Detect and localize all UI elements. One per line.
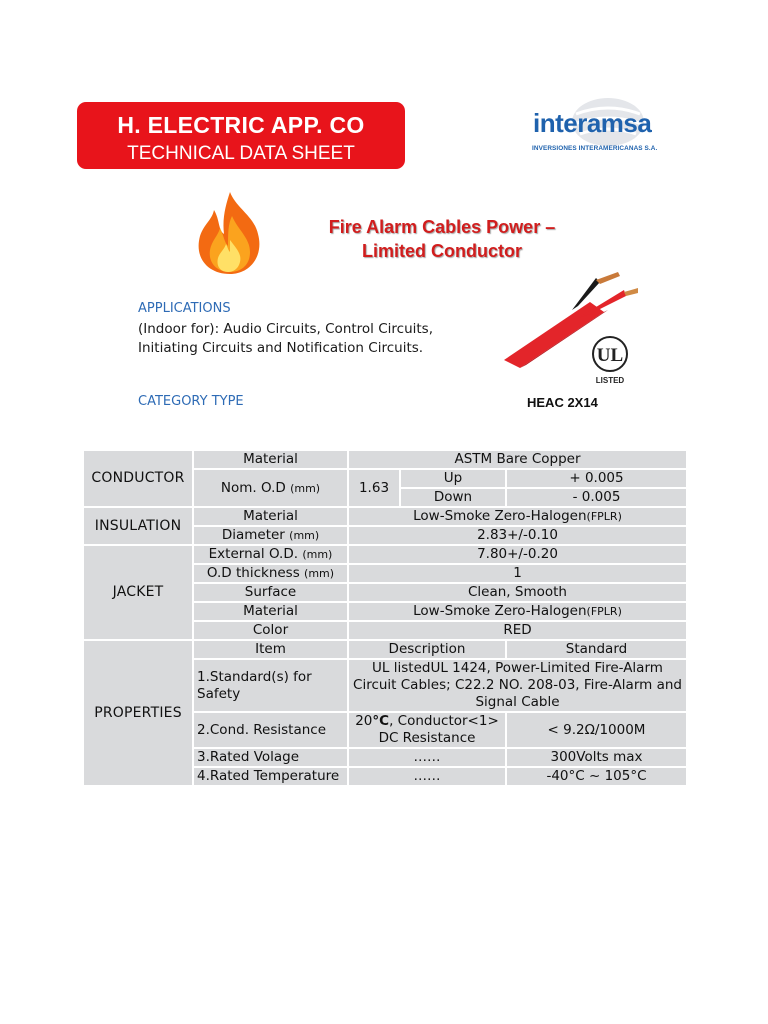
jacket-ext-od-unit: (mm) (302, 548, 333, 561)
company-header (77, 102, 405, 169)
tolerance-down-value: - 0.005 (506, 488, 687, 507)
jacket-ext-od-value: 7.80+/-0.20 (348, 545, 687, 564)
property-item: 4.Rated Temperature (193, 767, 348, 786)
product-title-line2: Limited Conductor (362, 241, 522, 261)
jacket-color-value: RED (348, 621, 687, 640)
tolerance-down-label: Down (400, 488, 506, 507)
document-type: TECHNICAL DATA SHEET (127, 143, 355, 164)
jacket-surface-label: Surface (193, 583, 348, 602)
property-item: 3.Rated Volage (193, 748, 348, 767)
ul-listed-icon (588, 334, 634, 386)
jacket-material-cell (348, 602, 687, 621)
property-description: UL listedUL 1424, Power-Limited Fire-Alarm Circuit Cables; C22.2 NO. 208-03, Fire-Alarm and Signal Cable (348, 659, 687, 712)
insulation-diameter-unit: (mm) (289, 529, 320, 542)
flame-icon (192, 190, 268, 276)
table-row (83, 450, 687, 469)
property-description-cell (348, 712, 506, 748)
conductor-material-label: Material (193, 450, 348, 469)
property-standard: -40°C ~ 105°C (506, 767, 687, 786)
insulation-material-cell (348, 507, 687, 526)
nom-od-label: Nom. O.D (220, 479, 286, 496)
resistance-temp-unit: °C (372, 713, 390, 729)
product-title-line1: Fire Alarm Cables Power – (328, 217, 556, 237)
tolerance-up-label: Up (400, 469, 506, 488)
insulation-diameter-cell (193, 526, 348, 545)
col-header-item: Item (193, 640, 348, 659)
nom-od-label-cell (193, 469, 348, 507)
property-description: …… (348, 748, 506, 767)
table-row (83, 507, 687, 526)
jacket-thickness-cell (193, 564, 348, 583)
tolerance-up-value: + 0.005 (506, 469, 687, 488)
applications-line2: Initiating Circuits and Notification Circuits. (138, 340, 424, 356)
jacket-ext-od-cell (193, 545, 348, 564)
category-heading: CATEGORY TYPE (138, 394, 244, 409)
resistance-temp: 20 (355, 713, 373, 729)
category-value: HEAC 2X14 (527, 395, 598, 410)
jacket-thickness-unit: (mm) (304, 567, 335, 580)
table-row (83, 545, 687, 564)
jacket-material-label: Material (193, 602, 348, 621)
property-item: 2.Cond. Resistance (193, 712, 348, 748)
jacket-color-label: Color (193, 621, 348, 640)
jacket-surface-value: Clean, Smooth (348, 583, 687, 602)
insulation-diameter-label: Diameter (221, 527, 285, 543)
jacket-material-suffix: (FPLR) (586, 605, 622, 618)
jacket-thickness-value: 1 (348, 564, 687, 583)
col-header-description: Description (348, 640, 506, 659)
conductor-label: CONDUCTOR (83, 450, 193, 507)
logo-wordmark: interamsa (533, 108, 652, 138)
product-title (290, 215, 594, 263)
jacket-material-value: Low-Smoke Zero-Halogen (413, 603, 587, 619)
jacket-thickness-label: O.D thickness (206, 565, 300, 581)
jacket-label: JACKET (83, 545, 193, 640)
insulation-label: INSULATION (83, 507, 193, 545)
jacket-ext-od-label: External O.D. (208, 546, 299, 562)
insulation-diameter-value: 2.83+/-0.10 (348, 526, 687, 545)
insulation-material-suffix: (FPLR) (586, 510, 622, 523)
col-header-standard: Standard (506, 640, 687, 659)
spec-table (82, 449, 688, 787)
insulation-material-label: Material (193, 507, 348, 526)
applications-heading: APPLICATIONS (138, 301, 231, 316)
applications-text (138, 320, 478, 358)
insulation-material-value: Low-Smoke Zero-Halogen (413, 508, 587, 524)
company-name: H. ELECTRIC APP. CO (117, 112, 365, 138)
conductor-material-value: ASTM Bare Copper (348, 450, 687, 469)
table-row (83, 640, 687, 659)
resistance-desc: , Conductor<1> DC Resistance (378, 713, 499, 746)
nom-od-value: 1.63 (348, 469, 400, 507)
property-description: …… (348, 767, 506, 786)
nom-od-unit: (mm) (290, 481, 321, 495)
applications-line1: (Indoor for): Audio Circuits, Control Circuits, (138, 321, 434, 337)
logo-tagline: INVERSIONES INTERAMERICANAS S.A. (532, 145, 658, 152)
properties-label: PROPERTIES (83, 640, 193, 786)
property-standard: < 9.2Ω/1000M (506, 712, 687, 748)
ul-mark-text: UL (596, 345, 624, 366)
property-item: 1.Standard(s) for Safety (193, 659, 348, 712)
ul-listed-label: LISTED (595, 376, 625, 385)
property-standard: 300Volts max (506, 748, 687, 767)
